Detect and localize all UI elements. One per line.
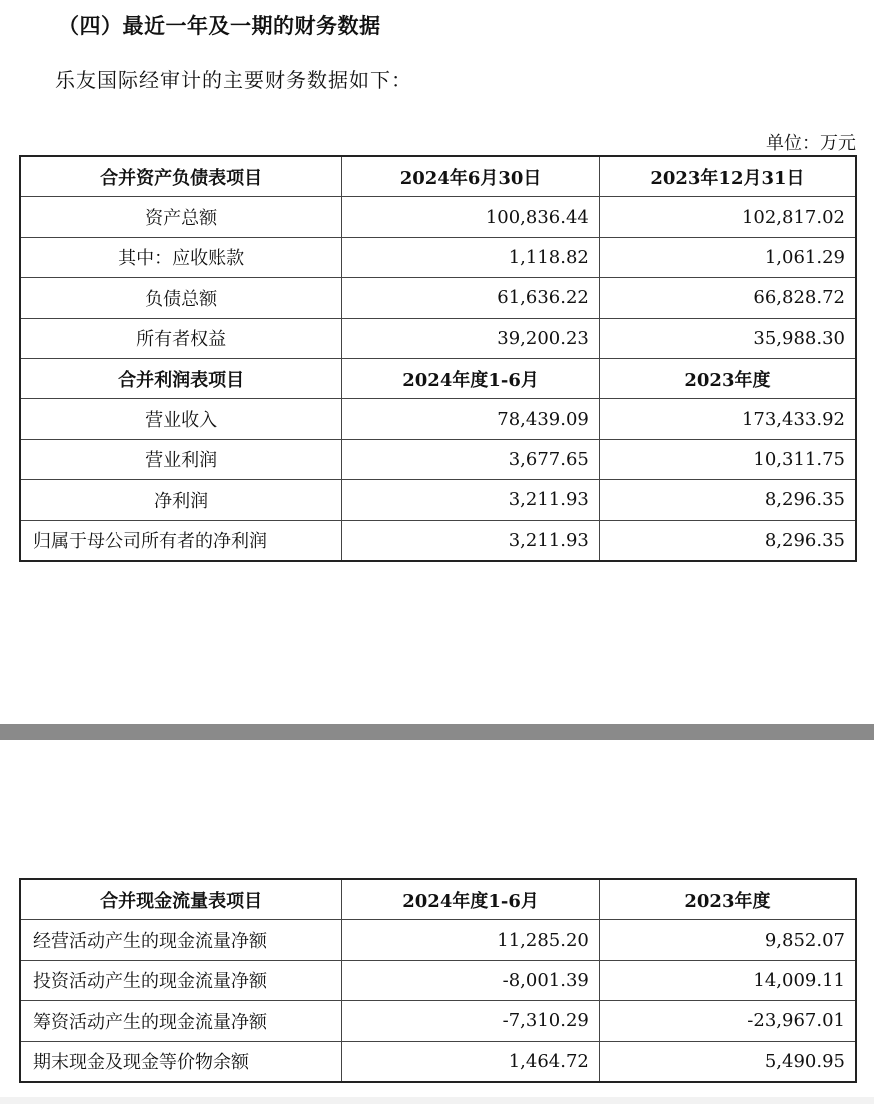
table-row [20, 1041, 856, 1082]
balance-header-item: 合并资产负债表项目 [20, 156, 342, 197]
cash-header-item: 合并现金流量表项目 [20, 879, 342, 920]
table-row [20, 1001, 856, 1041]
row-label: 期末现金及现金等价物余额 [20, 1041, 342, 1082]
row-value-period2: 5,490.95 [599, 1041, 856, 1082]
income-header-period1: 2024年度1-6月 [342, 358, 600, 398]
cash-header-period2: 2023年度 [599, 879, 856, 920]
income-header-period2: 2023年度 [599, 358, 856, 398]
row-value-period1: 78,439.09 [342, 399, 600, 439]
table-row [20, 278, 856, 318]
row-value-period1: 100,836.44 [342, 197, 600, 237]
row-value-period1: 1,118.82 [342, 237, 600, 277]
page-divider [0, 724, 874, 740]
row-label: 筹资活动产生的现金流量净额 [20, 1001, 342, 1041]
row-value-period2: 8,296.35 [599, 480, 856, 520]
row-value-period1: 3,677.65 [342, 439, 600, 479]
row-value-period2: 35,988.30 [599, 318, 856, 358]
table-row [20, 237, 856, 277]
row-value-period2: -23,967.01 [599, 1001, 856, 1041]
page-bottom-shade [0, 1097, 874, 1104]
row-label: 资产总额 [20, 197, 342, 237]
row-value-period2: 9,852.07 [599, 920, 856, 960]
row-label: 净利润 [20, 480, 342, 520]
row-value-period2: 173,433.92 [599, 399, 856, 439]
row-label: 归属于母公司所有者的净利润 [20, 520, 342, 561]
financial-table-balance-income [19, 155, 857, 562]
table-row [20, 960, 856, 1000]
row-value-period1: -7,310.29 [342, 1001, 600, 1041]
cash-header-period1: 2024年度1-6月 [342, 879, 600, 920]
table-header-row [20, 879, 856, 920]
row-label: 负债总额 [20, 278, 342, 318]
row-value-period2: 1,061.29 [599, 237, 856, 277]
table-row [20, 920, 856, 960]
row-value-period2: 14,009.11 [599, 960, 856, 1000]
row-value-period1: 11,285.20 [342, 920, 600, 960]
row-label: 营业收入 [20, 399, 342, 439]
row-label: 营业利润 [20, 439, 342, 479]
row-label: 投资活动产生的现金流量净额 [20, 960, 342, 1000]
row-value-period1: 61,636.22 [342, 278, 600, 318]
table-row [20, 480, 856, 520]
balance-header-period2: 2023年12月31日 [599, 156, 856, 197]
table-row [20, 520, 856, 561]
row-value-period2: 10,311.75 [599, 439, 856, 479]
balance-header-period1: 2024年6月30日 [342, 156, 600, 197]
row-value-period2: 102,817.02 [599, 197, 856, 237]
row-value-period1: 39,200.23 [342, 318, 600, 358]
table-row [20, 197, 856, 237]
row-value-period1: 3,211.93 [342, 520, 600, 561]
table-header-row [20, 358, 856, 398]
row-value-period1: 1,464.72 [342, 1041, 600, 1082]
income-header-item: 合并利润表项目 [20, 358, 342, 398]
row-label: 其中：应收账款 [20, 237, 342, 277]
row-value-period2: 8,296.35 [599, 520, 856, 561]
intro-paragraph: 乐友国际经审计的主要财务数据如下： [55, 68, 412, 92]
table-header-row [20, 156, 856, 197]
row-label: 经营活动产生的现金流量净额 [20, 920, 342, 960]
table-row [20, 439, 856, 479]
row-value-period1: 3,211.93 [342, 480, 600, 520]
unit-label: 单位：万元 [766, 133, 856, 154]
table-row [20, 318, 856, 358]
row-label: 所有者权益 [20, 318, 342, 358]
row-value-period1: -8,001.39 [342, 960, 600, 1000]
section-heading: （四）最近一年及一期的财务数据 [58, 14, 381, 38]
table-row [20, 399, 856, 439]
row-value-period2: 66,828.72 [599, 278, 856, 318]
financial-table-cashflow [19, 878, 857, 1083]
